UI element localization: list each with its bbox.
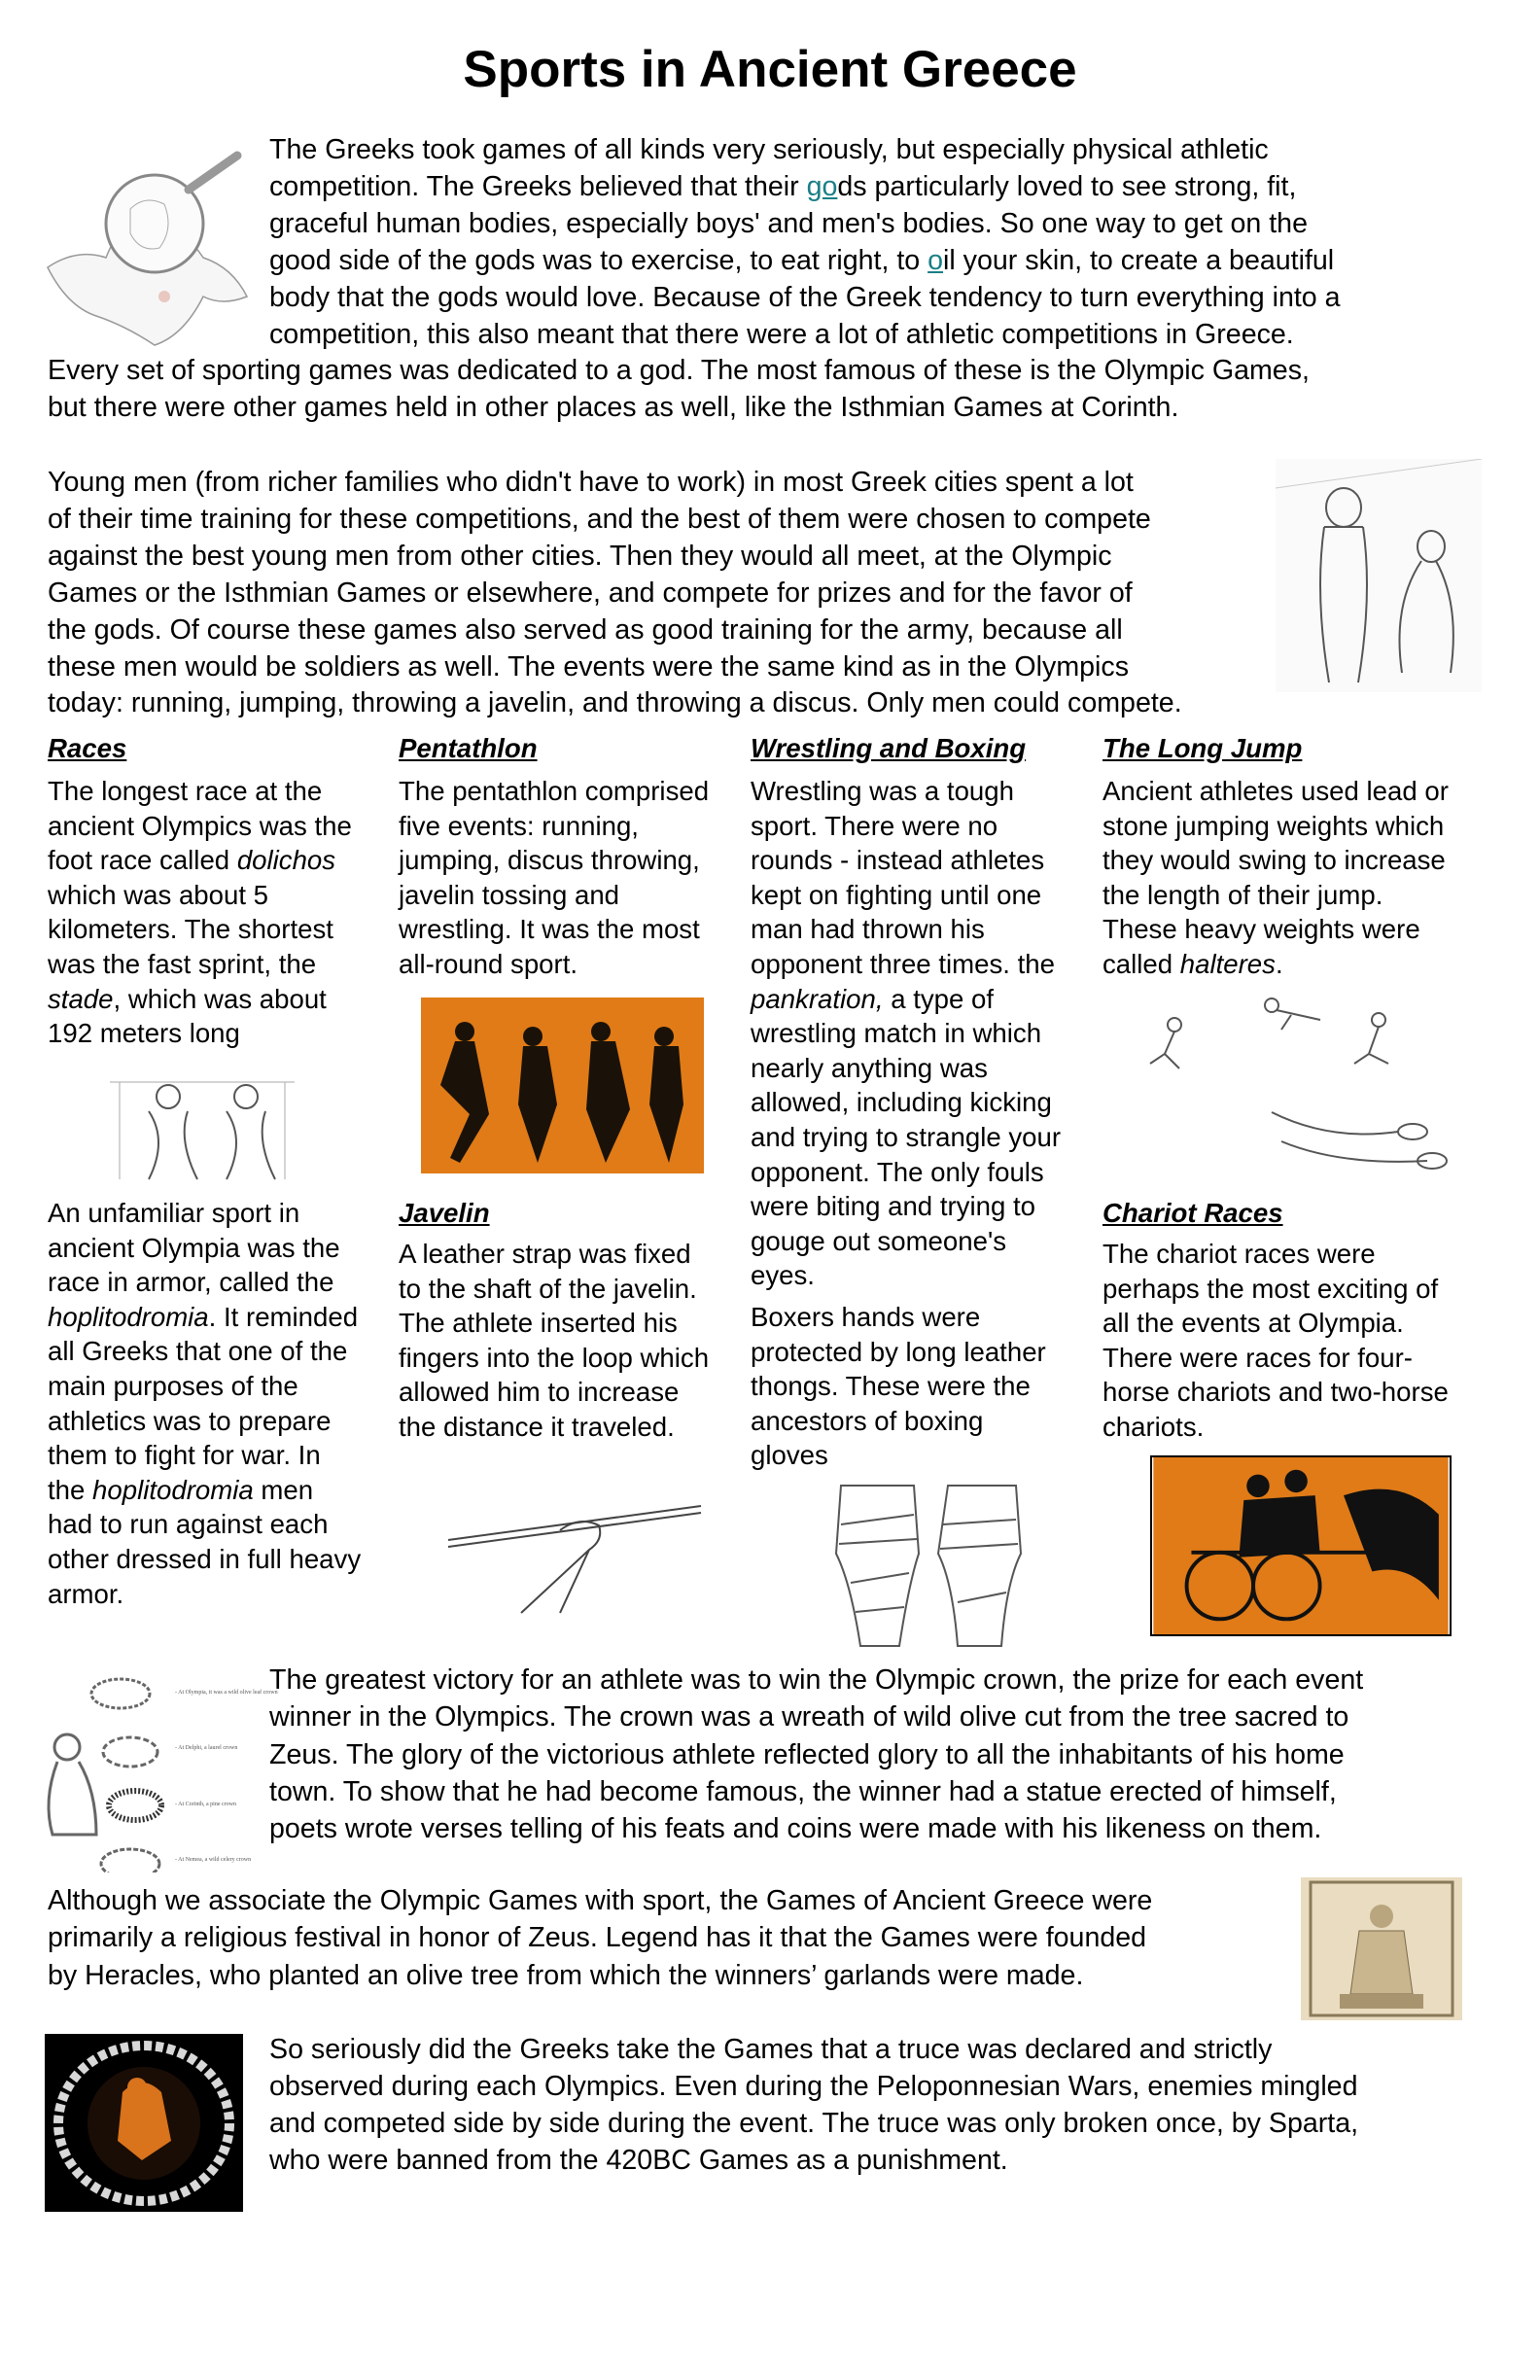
- text-line: competition, this also meant that there were a lot of athletic competitions in Greece.: [269, 318, 1294, 350]
- text-line: all Greeks that one of the: [48, 1336, 348, 1367]
- text-line: observed during each Olympics. Even during the Peloponnesian Wars, enemies mingled: [269, 2070, 1358, 2102]
- text-line: The pentathlon comprised: [399, 776, 710, 806]
- text-line: who were banned from the 420BC Games as a punishment.: [269, 2144, 1008, 2176]
- text-line: race in armor, called the: [48, 1267, 334, 1298]
- text-line: eyes.: [751, 1260, 815, 1291]
- italic-term: hoplitodromia: [92, 1474, 254, 1505]
- text-line: was the fast sprint, the: [48, 948, 317, 979]
- crown-paragraph: [269, 1662, 1363, 1847]
- text-line: foot race called dolichos: [48, 845, 336, 876]
- races-text: [48, 774, 352, 1051]
- text-line: other dressed in full heavy: [48, 1543, 362, 1574]
- text-line: were biting and trying to: [751, 1191, 1035, 1222]
- text-line: chariots.: [1102, 1411, 1205, 1442]
- text-line: man had thrown his: [751, 914, 985, 945]
- javelin-hand-image: [443, 1496, 707, 1617]
- wreath-caption-delphi: - At Delphi, a laurel crown: [175, 1745, 238, 1751]
- text-line: called halteres.: [1102, 948, 1283, 979]
- text-line: nearly anything was: [751, 1052, 988, 1083]
- text-line: five events: running,: [399, 810, 639, 841]
- text-line: had to run against each: [48, 1509, 329, 1540]
- text-line: A leather strap was fixed: [399, 1239, 691, 1269]
- text-line: pankration, a type of: [751, 983, 995, 1014]
- boxing-gloves-image: [812, 1466, 1037, 1651]
- italic-term: halteres: [1179, 948, 1276, 979]
- chariot-vase-image: [1150, 1455, 1452, 1636]
- text-line: jumping, discus throwing,: [399, 845, 700, 876]
- text-line: gouge out someone's: [751, 1225, 1007, 1256]
- text-line: which was about 5: [48, 879, 269, 910]
- text-line: Although we associate the Olympic Games with sport, the Games of Ancient Greece were: [48, 1885, 1153, 1916]
- pentathlon-text: [399, 774, 709, 982]
- text-line: kilometers. The shortest: [48, 914, 333, 945]
- text-line: all-round sport.: [399, 948, 578, 979]
- text-line: these men would be soldiers as well. The events were the same kind as in the Olympics: [48, 650, 1129, 682]
- text-line: Zeus. The glory of the victorious athlete reflected glory to all the inhabitants of his home: [269, 1738, 1345, 1770]
- text-line: Wrestling was a tough: [751, 776, 1014, 806]
- heading-wrestling-boxing: Wrestling and Boxing: [751, 733, 1027, 763]
- intro-paragraph-indented: [269, 132, 1341, 353]
- text-line: good side of the gods was to exercise, to eat right, to oil your skin, to create a beautiful: [269, 244, 1335, 276]
- text-line: The greatest victory for an athlete was to win the Olympic crown, the prize for each event: [269, 1664, 1364, 1696]
- races-sketch-image: [90, 1053, 316, 1188]
- italic-term: hoplitodromia: [48, 1301, 209, 1332]
- wreath-caption-corinth: - At Corinth, a pine crown: [175, 1802, 236, 1807]
- map-magnifier-image: [38, 151, 256, 354]
- text-line: The longest race at the: [48, 776, 323, 806]
- text-line: hoplitodromia. It reminded: [48, 1301, 359, 1332]
- truce-paragraph: [269, 2032, 1358, 2180]
- text-line: Young men (from richer families who didn't have to work) in most Greek cities spent a lot: [48, 467, 1134, 498]
- text-line: them to fight for war. In: [48, 1440, 321, 1471]
- text-line: The chariot races were: [1102, 1239, 1376, 1269]
- text-line: and competed side by side during the event. The truce was only broken once, by Sparta,: [269, 2107, 1359, 2139]
- text-line: stade, which was about: [48, 983, 327, 1014]
- text-line: These heavy weights were: [1102, 914, 1420, 945]
- text-line: and trying to strangle your: [751, 1121, 1062, 1152]
- text-line: thongs. These were the: [751, 1371, 1031, 1402]
- text-line: all the events at Olympia.: [1102, 1308, 1404, 1339]
- text-line: rounds - instead athletes: [751, 845, 1045, 876]
- text-line: kept on fighting until one: [751, 879, 1042, 910]
- text-line: Games or the Isthmian Games or elsewhere, and compete for prizes and for the favor of: [48, 577, 1133, 609]
- long-jump-sketch-image: [1136, 996, 1466, 1180]
- text-line: So seriously did the Greeks take the Games that a truce was declared and strictly: [269, 2034, 1273, 2065]
- text-line: to the shaft of the javelin.: [399, 1273, 697, 1304]
- text-line: There were races for four-: [1102, 1342, 1413, 1373]
- text-line: fingers into the loop which: [399, 1342, 710, 1373]
- training-paragraph: [48, 465, 1182, 722]
- text-line: The athlete inserted his: [399, 1308, 678, 1339]
- heading-chariot-races: Chariot Races: [1102, 1198, 1283, 1228]
- text-line: protected by long leather: [751, 1336, 1046, 1367]
- text-line: body that the gods would love. Because of the Greek tendency to turn everything into a: [269, 281, 1341, 313]
- pentathlon-vase-image: [421, 998, 704, 1173]
- text-line: by Heracles, who planted an olive tree from which the winners’ garlands were made.: [48, 1959, 1084, 1991]
- italic-term: pankration,: [751, 983, 884, 1014]
- text-line: the gods. Of course these games also served as good training for the army, because all: [48, 613, 1123, 646]
- text-line: wrestling. It was the most: [399, 914, 700, 945]
- text-line: Ancient athletes used lead or: [1102, 776, 1449, 806]
- italic-term: dolichos: [236, 845, 336, 876]
- text-line: The Greeks took games of all kinds very seriously, but especially physical athletic: [269, 134, 1269, 165]
- text-line: 192 meters long: [48, 1018, 240, 1049]
- text-line: today: running, jumping, throwing a javelin, and throwing a discus. Only men could compete.: [48, 687, 1182, 719]
- text-line: Every set of sporting games was dedicated to a god. The most famous of these is the Olympic Games,: [48, 355, 1310, 386]
- wreaths-image: [38, 1655, 256, 1872]
- text-line: armor.: [48, 1578, 124, 1609]
- long-jump-text: [1102, 774, 1449, 982]
- text-line: primarily a religious festival in honor of Zeus. Legend has it that the Games were founded: [48, 1922, 1147, 1954]
- text-line: the length of their jump.: [1102, 879, 1383, 910]
- text-line: ancient Olympics was the: [48, 810, 352, 841]
- text-line: perhaps the most exciting of: [1102, 1273, 1439, 1304]
- italic-term: stade: [48, 983, 114, 1014]
- text-line: of their time training for these competitions, and the best of them were chosen to compete: [48, 503, 1151, 535]
- truce-wreath-image: [45, 2034, 243, 2212]
- text-line: allowed him to increase: [399, 1377, 680, 1408]
- text-line: they would swing to increase: [1102, 845, 1446, 876]
- text-line: gloves: [751, 1440, 828, 1471]
- glossary-link[interactable]: go: [806, 170, 838, 202]
- page-title: Sports in Ancient Greece: [463, 41, 1077, 98]
- text-line: horse chariots and two-horse: [1102, 1377, 1449, 1408]
- text-line: Boxers hands were: [751, 1302, 981, 1332]
- text-line: javelin tossing and: [399, 879, 620, 910]
- text-line: town. To show that he had become famous, the winner had a statue erected of himself,: [269, 1775, 1337, 1807]
- text-line: the distance it traveled.: [399, 1411, 675, 1442]
- text-line: main purposes of the: [48, 1370, 298, 1401]
- wreath-caption-nemea: - At Nemea, a wild celery crown: [175, 1857, 252, 1863]
- text-line: allowed, including kicking: [751, 1087, 1052, 1118]
- races-armor-text: [48, 1196, 361, 1611]
- text-line: athletics was to prepare: [48, 1405, 332, 1436]
- wreath-caption-olympia: - At Olympia, it was a wild olive leaf crown: [175, 1690, 278, 1696]
- text-line: ancient Olympia was the: [48, 1232, 340, 1263]
- wrestling-text: [751, 774, 1061, 1293]
- text-line: opponent three times. the: [751, 948, 1055, 979]
- text-line: winner in the Olympics. The crown was a wreath of wild olive cut from the tree sacred to: [269, 1701, 1349, 1733]
- text-line: stone jumping weights which: [1102, 810, 1445, 841]
- text-line: opponent. The only fouls: [751, 1156, 1044, 1187]
- zeus-paragraph: [48, 1882, 1152, 1994]
- heading-javelin: Javelin: [399, 1198, 490, 1228]
- text-line: ancestors of boxing: [751, 1405, 984, 1436]
- text-line: poets wrote verses telling of his feats and coins were made with his likeness on them.: [269, 1813, 1322, 1845]
- text-line: An unfamiliar sport in: [48, 1198, 300, 1228]
- text-line: wrestling match in which: [751, 1018, 1042, 1049]
- text-line: competition. The Greeks believed that their gods particularly loved to see strong, fit,: [269, 170, 1297, 202]
- text-line: graceful human bodies, especially boys' and men's bodies. So one way to get on the: [269, 207, 1308, 239]
- javelin-text: [399, 1237, 709, 1445]
- chariot-text: [1102, 1237, 1449, 1445]
- zeus-statue-image: [1301, 1877, 1462, 2020]
- text-line: against the best young men from other cities. Then they would all meet, at the Olympic: [48, 540, 1112, 572]
- heading-pentathlon: Pentathlon: [399, 733, 538, 763]
- heading-long-jump: The Long Jump: [1102, 733, 1303, 763]
- text-line: but there were other games held in other places as well, like the Isthmian Games at Corinth.: [48, 391, 1179, 423]
- text-line: sport. There were no: [751, 810, 998, 841]
- heading-races: Races: [48, 733, 127, 763]
- athletes-sketch-image: [1276, 459, 1482, 692]
- glossary-link[interactable]: o: [928, 244, 944, 276]
- text-line: the hoplitodromia men: [48, 1474, 314, 1505]
- boxing-text: [751, 1300, 1046, 1473]
- intro-paragraph-continued: [48, 353, 1310, 427]
